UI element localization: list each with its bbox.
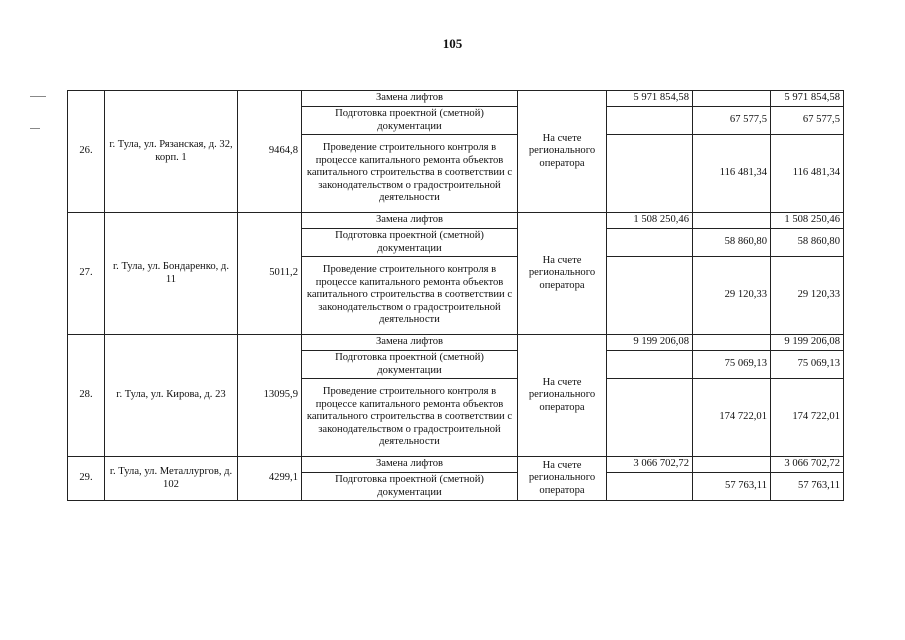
value-cell-1: [607, 107, 693, 135]
account-cell: На счете регионального оператора: [518, 335, 607, 457]
address-cell: г. Тула, ул. Бондаренко, д. 11: [105, 213, 238, 335]
value-cell-2: [693, 335, 771, 351]
value-cell-2: 67 577,5: [693, 107, 771, 135]
value-cell-1: [607, 135, 693, 213]
scan-margin-mark: [30, 96, 46, 97]
value-cell-1: 9 199 206,08: [607, 335, 693, 351]
address-cell: г. Тула, ул. Рязанская, д. 32, корп. 1: [105, 91, 238, 213]
value-cell-1: [607, 379, 693, 457]
value-cell-2: 75 069,13: [693, 351, 771, 379]
total-cell: 1 508 250,46: [771, 213, 844, 229]
work-name-cell: Подготовка проектной (сметной) документации: [302, 107, 518, 135]
value-cell-1: 3 066 702,72: [607, 457, 693, 473]
work-name-cell: Подготовка проектной (сметной) документации: [302, 229, 518, 257]
work-name-cell: Подготовка проектной (сметной) документации: [302, 351, 518, 379]
work-name-cell: Подготовка проектной (сметной) документации: [302, 473, 518, 501]
value-cell-2: 58 860,80: [693, 229, 771, 257]
table-row: [68, 335, 844, 351]
total-cell: 174 722,01: [771, 379, 844, 457]
value-cell-2: 29 120,33: [693, 257, 771, 335]
area-cell: 9464,8: [238, 91, 302, 213]
value-cell-2: 116 481,34: [693, 135, 771, 213]
value-cell-2: [693, 91, 771, 107]
table-row: [68, 91, 844, 107]
value-cell-2: 174 722,01: [693, 379, 771, 457]
value-cell-1: 1 508 250,46: [607, 213, 693, 229]
value-cell-1: [607, 229, 693, 257]
total-cell: 57 763,11: [771, 473, 844, 501]
value-cell-1: [607, 473, 693, 501]
area-cell: 13095,9: [238, 335, 302, 457]
account-cell: На счете регионального оператора: [518, 91, 607, 213]
value-cell-2: [693, 457, 771, 473]
total-cell: 58 860,80: [771, 229, 844, 257]
repair-works-table: [67, 90, 844, 501]
row-number: 26.: [68, 91, 105, 213]
account-cell: На счете регионального оператора: [518, 457, 607, 501]
work-name-cell: Замена лифтов: [302, 335, 518, 351]
work-name-cell: Проведение строительного контроля в процессе капитального ремонта объектов капитального строительства в соответствии с законодательством о градостроительной деятельности: [302, 257, 518, 335]
value-cell-1: [607, 351, 693, 379]
total-cell: 3 066 702,72: [771, 457, 844, 473]
work-name-cell: Замена лифтов: [302, 213, 518, 229]
scan-margin-mark: [30, 128, 40, 129]
row-number: 27.: [68, 213, 105, 335]
value-cell-1: [607, 257, 693, 335]
row-number: 29.: [68, 457, 105, 501]
address-cell: г. Тула, ул. Металлургов, д. 102: [105, 457, 238, 501]
total-cell: 5 971 854,58: [771, 91, 844, 107]
total-cell: 116 481,34: [771, 135, 844, 213]
table-row: [68, 457, 844, 473]
value-cell-2: 57 763,11: [693, 473, 771, 501]
work-name-cell: Замена лифтов: [302, 457, 518, 473]
address-cell: г. Тула, ул. Кирова, д. 23: [105, 335, 238, 457]
table-row: [68, 213, 844, 229]
work-name-cell: Проведение строительного контроля в процессе капитального ремонта объектов капитального строительства в соответствии с законодательством о градостроительной деятельности: [302, 379, 518, 457]
row-number: 28.: [68, 335, 105, 457]
total-cell: 29 120,33: [771, 257, 844, 335]
work-name-cell: Замена лифтов: [302, 91, 518, 107]
total-cell: 75 069,13: [771, 351, 844, 379]
work-name-cell: Проведение строительного контроля в процессе капитального ремонта объектов капитального строительства в соответствии с законодательством о градостроительной деятельности: [302, 135, 518, 213]
area-cell: 5011,2: [238, 213, 302, 335]
value-cell-1: 5 971 854,58: [607, 91, 693, 107]
account-cell: На счете регионального оператора: [518, 213, 607, 335]
value-cell-2: [693, 213, 771, 229]
area-cell: 4299,1: [238, 457, 302, 501]
total-cell: 9 199 206,08: [771, 335, 844, 351]
total-cell: 67 577,5: [771, 107, 844, 135]
page-number: 105: [442, 36, 463, 51]
